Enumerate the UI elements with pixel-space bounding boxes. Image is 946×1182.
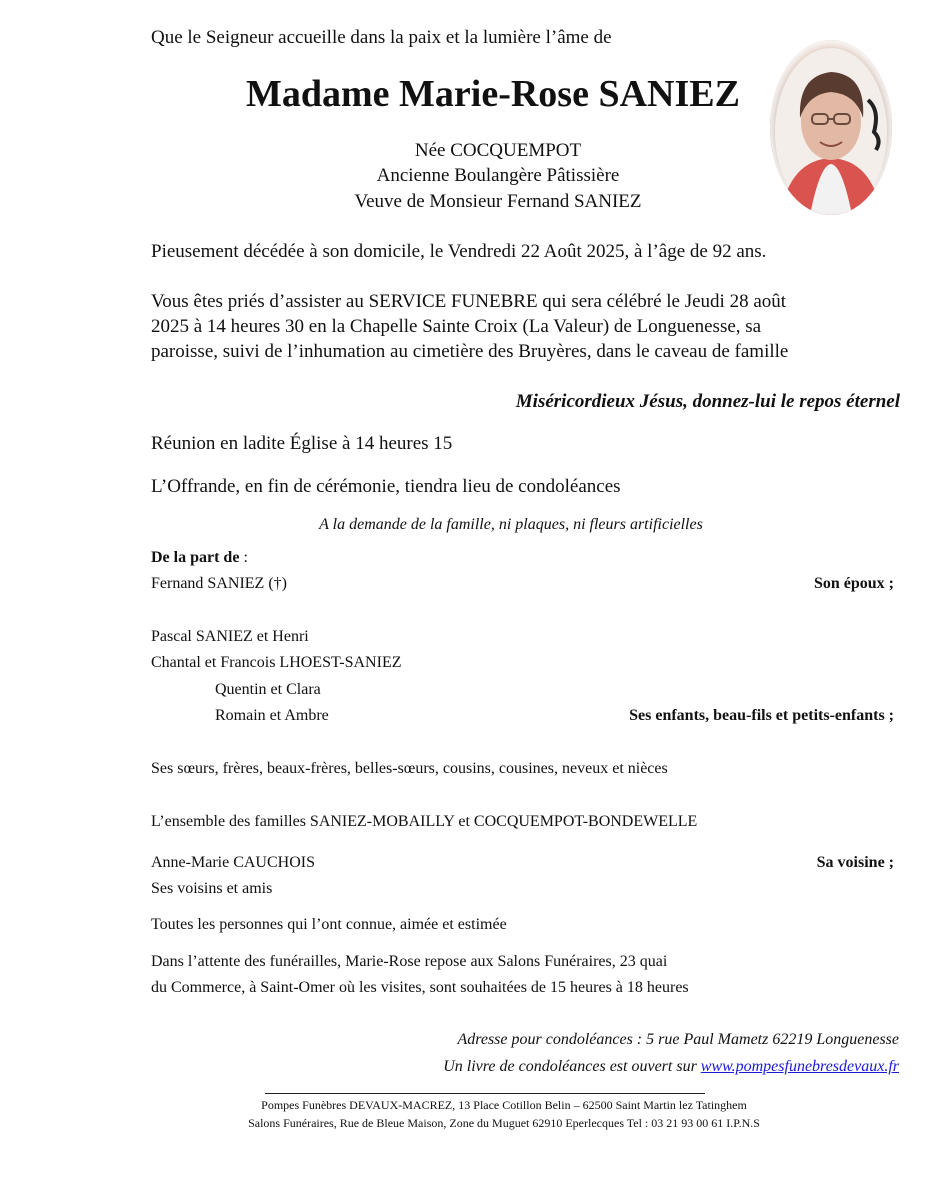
rest-line-1: Dans l’attente des funérailles, Marie-Rose repose aux Salons Funéraires, 23 quai: [151, 953, 668, 970]
children-role: Ses enfants, beau-fils et petits-enfants ;: [629, 707, 894, 724]
footer-line-2: Salons Funéraires, Rue de Bleue Maison, Zone du Muguet 62910 Eperlecques Tel : 03 21 93 00 61 I.P.N.S: [248, 1116, 760, 1130]
siblings-line: Ses sœurs, frères, beaux-frères, belles-sœurs, cousins, cousines, neveux et nièces: [151, 760, 668, 777]
condolence-book-text: Un livre de condoléances est ouvert sur: [443, 1058, 701, 1075]
footer-line-1: Pompes Funèbres DEVAUX-MACREZ, 13 Place Cotillon Belin – 62500 Saint Martin lez Tatinghem: [261, 1098, 747, 1112]
service-line-1: Vous êtes priés d’assister au SERVICE FUNEBRE qui sera célébré le Jeudi 28 août: [151, 291, 787, 312]
families-line: L’ensemble des familles SANIEZ-MOBAILLY et COCQUEMPOT-BONDEWELLE: [151, 813, 698, 830]
from-label-text: De la part de: [151, 549, 240, 566]
from-label-colon: :: [239, 549, 248, 566]
rest-line-2: du Commerce, à Saint-Omer où les visites, sont souhaitées de 15 heures à 18 heures: [151, 979, 689, 996]
widow-of: Veuve de Monsieur Fernand SANIEZ: [354, 191, 642, 212]
meeting-info: Réunion en ladite Église à 14 heures 15: [151, 433, 453, 454]
neighbour-role: Sa voisine ;: [816, 854, 894, 871]
portrait-photo: [770, 40, 892, 215]
death-announcement: Pieusement décédée à son domicile, le Vendredi 22 Août 2025, à l’âge de 92 ans.: [151, 241, 767, 262]
footer-divider: [265, 1093, 705, 1094]
family-request: A la demande de la famille, ni plaques, ni fleurs artificielles: [319, 516, 703, 533]
offering-info: L’Offrande, en fin de cérémonie, tiendra lieu de condoléances: [151, 476, 621, 497]
child-1: Pascal SANIEZ et Henri: [151, 628, 309, 645]
grandchildren-1: Quentin et Clara: [215, 681, 321, 698]
spouse-name: Fernand SANIEZ (†): [151, 575, 287, 592]
child-2: Chantal et Francois LHOEST-SANIEZ: [151, 654, 402, 671]
from-label: [151, 549, 248, 567]
condolence-book: [443, 1058, 899, 1076]
condolence-book-link[interactable]: www.pompesfunebresdevaux.fr: [700, 1058, 899, 1075]
maiden-name: Née COCQUEMPOT: [414, 140, 582, 161]
former-occupation: Ancienne Boulangère Pâtissière: [376, 165, 620, 186]
deceased-name: Madame Marie-Rose SANIEZ: [246, 73, 740, 115]
neighbours-friends: Ses voisins et amis: [151, 880, 273, 897]
grandchildren-2: Romain et Ambre: [215, 707, 329, 724]
condolence-address: Adresse pour condoléances : 5 rue Paul Mametz 62219 Longuenesse: [457, 1031, 899, 1048]
spouse-role: Son époux ;: [813, 575, 894, 592]
prayer: Miséricordieux Jésus, donnez-lui le repos éternel: [515, 391, 900, 412]
service-line-2: 2025 à 14 heures 30 en la Chapelle Sainte Croix (La Valeur) de Longuenesse, sa: [151, 316, 762, 337]
neighbour-name: Anne-Marie CAUCHOIS: [151, 854, 315, 871]
all-people-line: Toutes les personnes qui l’ont connue, aimée et estimée: [151, 916, 507, 933]
service-line-3: paroisse, suivi de l’inhumation au cimetière des Bruyères, dans le caveau de famille: [151, 341, 789, 362]
intro-line: Que le Seigneur accueille dans la paix et la lumière l’âme de: [151, 27, 612, 48]
